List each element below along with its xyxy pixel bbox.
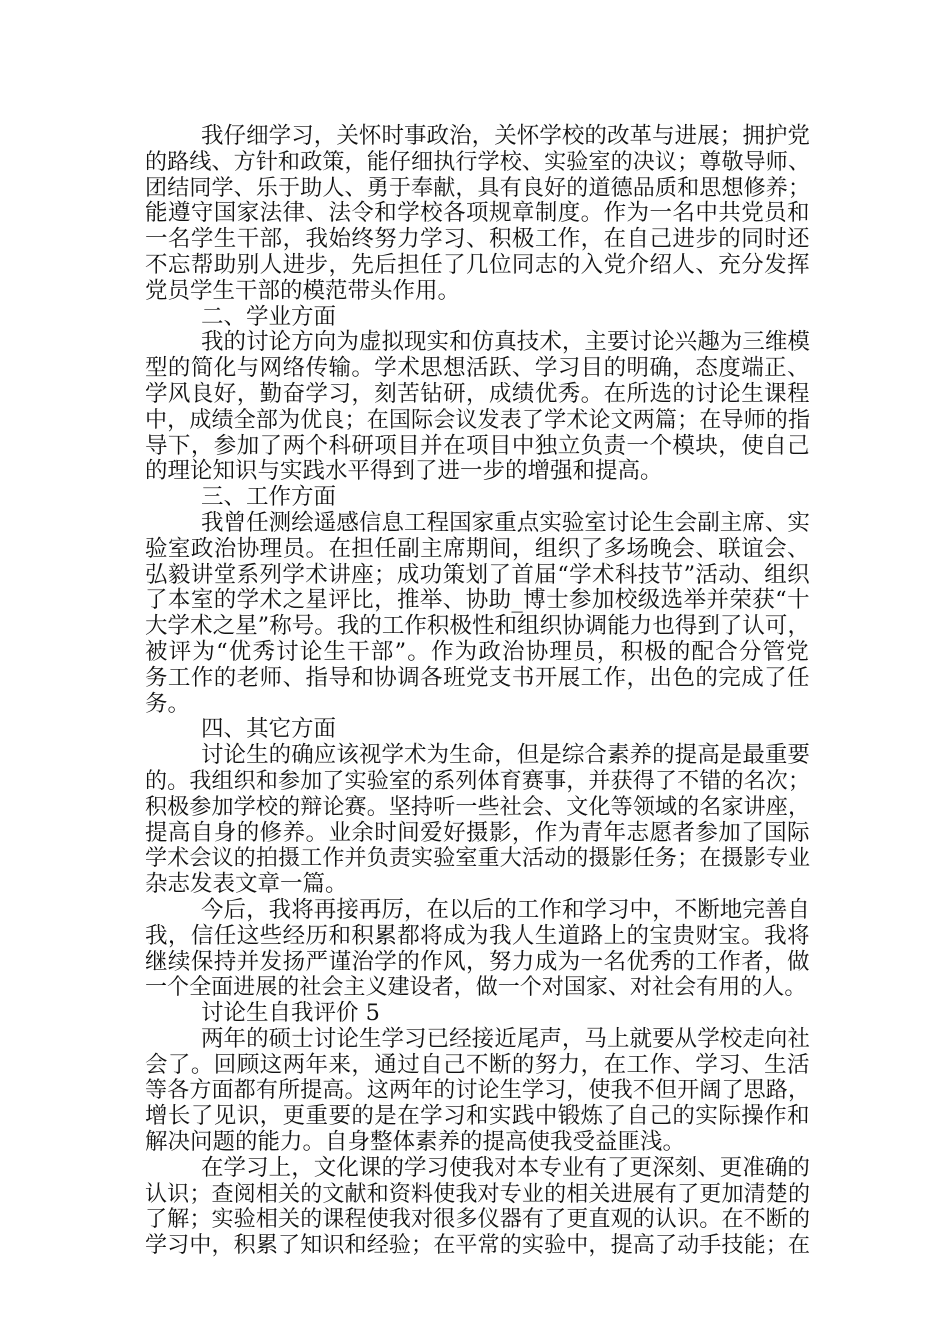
text-line: 我曾任测绘遥感信息工程国家重点实验室讨论生会副主席、实 (201, 509, 810, 536)
text-line: 学术会议的拍摄工作并负责实验室重大活动的摄影任务；在摄影专业 (145, 846, 810, 872)
text-line: 我仔细学习，关怀时事政治，关怀学校的改革与进展；拥护党 (201, 123, 810, 149)
text-line: 一名学生干部，我始终努力学习、积极工作，在自己进步的同时还 (145, 226, 810, 253)
text-line: 等各方面都有所提高。这两年的讨论生学习，使我不但开阔了思路， (145, 1078, 810, 1104)
text-line: 在学习上，文化课的学习使我对本专业有了更深刻、更准确的 (201, 1154, 810, 1181)
text-line: 今后，我将再接再厉，在以后的工作和学习中，不断地完善自 (201, 896, 810, 923)
text-line: 继续保持并发扬严谨治学的作风，努力成为一名优秀的工作者，做 (145, 948, 810, 975)
text-line: 一个全面进展的社会主义建设者，做一个对国家、对社会有用的人。 (145, 975, 807, 1001)
text-line: 讨论生自我评价 5 (201, 1000, 380, 1027)
text-line: 务工作的老师、指导和协调各班党支书开展工作，出色的完成了任 (145, 664, 810, 691)
text-line: 中，成绩全部为优良；在国际会议发表了学术论文两篇；在导师的指 (145, 407, 810, 433)
text-line: 的理论知识与实践水平得到了进一步的增强和提高。 (145, 458, 663, 485)
text-line: 四、其它方面 (201, 716, 337, 743)
text-line: 型的简化与网络传输。学术思想活跃、学习目的明确，态度端正、 (145, 355, 810, 382)
text-line: 两年的硕士讨论生学习已经接近尾声，马上就要从学校走向社 (201, 1025, 810, 1052)
text-line: 提高自身的修养。业余时间爱好摄影，作为青年志愿者参加了国际 (145, 819, 810, 846)
text-line: 三、工作方面 (201, 484, 337, 511)
text-line: 认识；查阅相关的文献和资料使我对专业的相关进展有了更加清楚的 (145, 1181, 810, 1207)
text-line: 学风良好，勤奋学习，刻苦钻研，成绩优秀。在所选的讨论生课程 (145, 380, 810, 407)
text-line: 不忘帮助别人进步，先后担任了几位同志的入党介绍人、充分发挥 (145, 251, 810, 278)
text-line: 积极参加学校的辩论赛。坚持听一些社会、文化等领域的名家讲座， (145, 794, 810, 820)
text-line: 导下，参加了两个科研项目并在项目中独立负责一个模块，使自己 (145, 432, 810, 459)
text-line: 大学术之星”称号。我的工作积极性和组织协调能力也得到了认可， (145, 613, 810, 640)
text-line: 学习中，积累了知识和经验；在平常的实验中，提高了动手技能；在 (145, 1233, 810, 1259)
document-page (145, 124, 810, 1259)
text-line: 讨论生的确应该视学术为生命，但是综合素养的提高是最重要 (201, 742, 810, 769)
text-line: 增长了见识，更重要的是在学习和实践中锻炼了自己的实际操作和 (145, 1103, 810, 1130)
text-line: 解决问题的能力。自身整体素养的提高使我受益匪浅。 (145, 1129, 686, 1156)
text-line: 二、学业方面 (201, 303, 337, 330)
text-line: 了本室的学术之星评比，推举、协助_博士参加校级选举并荣获“十 (145, 587, 810, 614)
text-line: 弘毅讲堂系列学术讲座；成功策划了首届“学术科技节”活动、组织 (145, 561, 810, 588)
text-line: 的。我组织和参加了实验室的系列体育赛事，并获得了不错的名次； (145, 768, 810, 794)
text-line: 团结同学、乐于助人、勇于奉献，具有良好的道德品质和思想修养； (145, 175, 810, 201)
text-line: 能遵守国家法律、法令和学校各项规章制度。作为一名中共党员和 (145, 200, 810, 227)
text-line: 务。 (145, 690, 191, 717)
text-line: 我，信任这些经历和积累都将成为我人生道路上的宝贵财宝。我将 (145, 922, 810, 949)
text-line: 杂志发表文章一篇。 (145, 871, 348, 898)
text-line: 会了。回顾这两年来，通过自己不断的努力，在工作、学习、生活 (145, 1051, 810, 1078)
text-line: 验室政治协理员。在担任副主席期间，组织了多场晚会、联谊会、 (145, 535, 810, 562)
text-line: 我的讨论方向为虚拟现实和仿真技术，主要讨论兴趣为三维模 (201, 329, 810, 356)
text-line: 被评为“优秀讨论生干部”。作为政治协理员，积极的配合分管党 (145, 638, 810, 665)
text-line: 了解；实验相关的课程使我对很多仪器有了更直观的认识。在不断的 (145, 1207, 810, 1233)
text-line: 的路线、方针和政策，能仔细执行学校、实验室的决议；尊敬导师、 (145, 149, 810, 175)
text-line: 党员学生干部的模范带头作用。 (145, 277, 461, 304)
